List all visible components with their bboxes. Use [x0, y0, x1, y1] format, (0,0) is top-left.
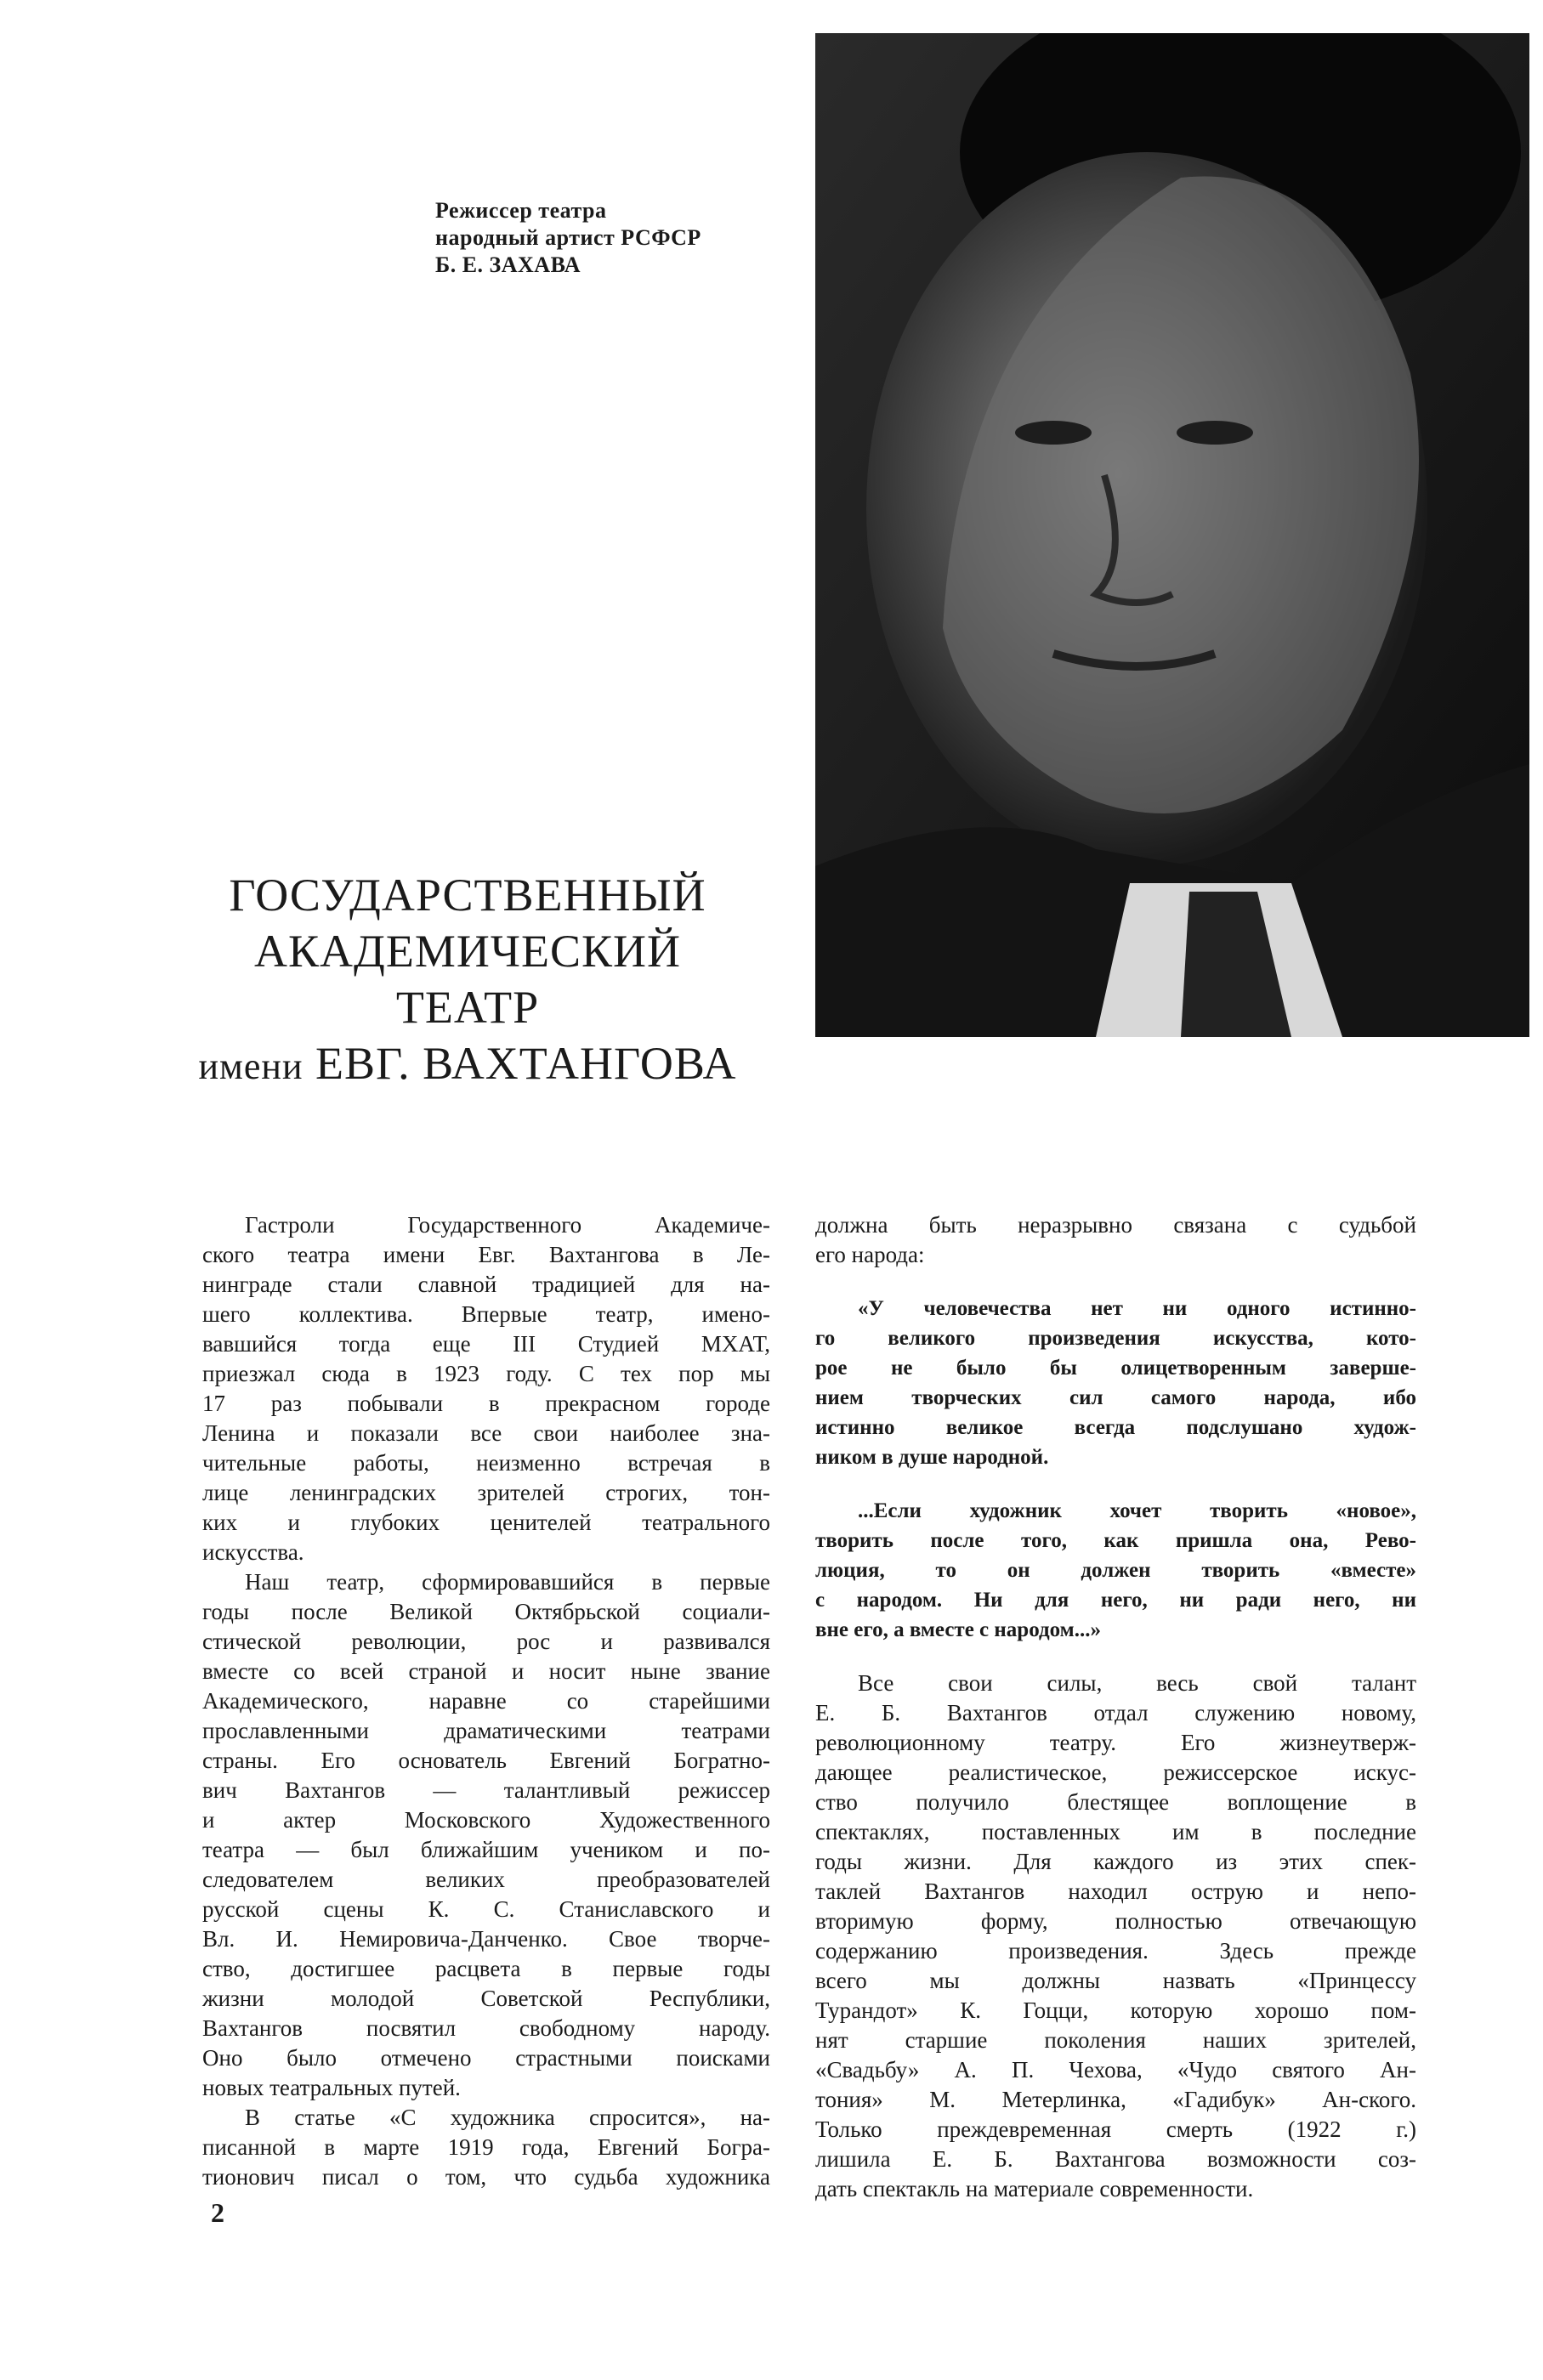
text-line: лице ленинградских зрителей строгих, тон-: [202, 1480, 770, 1505]
text-line: Наш театр, сформировавшийся в первые: [245, 1569, 770, 1595]
text-line: стической революции, рос и развивался: [202, 1629, 770, 1654]
paragraph: [202, 2103, 770, 2192]
paragraph: [815, 1210, 1416, 1270]
text-line: новых театральных путей.: [202, 2075, 461, 2100]
text-line: вне его, а вместе с народом...»: [815, 1618, 1101, 1641]
text-line: Ленина и показали все свои наиболее зна-: [202, 1420, 770, 1446]
article-title: [170, 867, 765, 1095]
text-line: вместе со всей страной и носит ныне звание: [202, 1658, 770, 1684]
page-number: 2: [211, 2197, 224, 2228]
quotation: [815, 1496, 1416, 1645]
title-line: ТЕАТР: [395, 982, 540, 1033]
paragraph: [815, 1669, 1416, 2204]
text-line: искусства.: [202, 1539, 304, 1565]
text-line: Только преждевременная смерть (1922 г.): [815, 2116, 1416, 2142]
title-line: [170, 1035, 765, 1095]
text-line: Вахтангов посвятил свободному народу.: [202, 2015, 770, 2041]
spacer: [815, 1270, 1416, 1294]
text-line: тионович писал о том, что судьба художника: [202, 2164, 770, 2190]
text-line: годы после Великой Октябрьской социали-: [202, 1599, 770, 1624]
paragraph: [202, 1567, 770, 2103]
text-line: ство, достигшее расцвета в первые годы: [202, 1956, 770, 1981]
text-line: истинно великое всегда подслушано худож-: [815, 1416, 1416, 1439]
text-line: дать спектакль на материале современности.: [815, 2176, 1254, 2202]
text-line: В статье «С художника спросится», на-: [245, 2105, 770, 2130]
right-text-column: [815, 1210, 1416, 2204]
title-prefix: имени: [198, 1046, 303, 1087]
caption-line: Режиссер театра: [435, 198, 607, 223]
text-line: ского театра имени Евг. Вахтангова в Ле-: [202, 1242, 770, 1267]
text-line: прославленными драматическими театрами: [202, 1718, 770, 1743]
text-line: вавшийся тогда еще III Студией МХАТ,: [202, 1331, 770, 1357]
paragraph: [202, 1210, 770, 1567]
text-line: с народом. Ни для него, ни ради него, ни: [815, 1589, 1416, 1612]
text-line: Все свои силы, весь свой талант: [858, 1670, 1416, 1696]
text-line: революционному театру. Его жизнеутверж-: [815, 1730, 1416, 1755]
text-line: Оно было отмечено страстными поисками: [202, 2045, 770, 2071]
text-line: рое не было бы олицетворенным заверше-: [815, 1357, 1416, 1380]
text-line: содержанию произведения. Здесь прежде: [815, 1938, 1416, 1964]
text-line: театра — был ближайшим учеником и по-: [202, 1837, 770, 1862]
text-line: нинграде стали славной традицией для на-: [202, 1272, 770, 1297]
text-line: дающее реалистическое, режиссерское искус-: [815, 1760, 1416, 1785]
quotation: [815, 1294, 1416, 1472]
title-line: ГОСУДАРСТВЕННЫЙ: [229, 870, 706, 921]
photo-caption: [435, 197, 701, 279]
caption-line: Б. Е. ЗАХАВА: [435, 252, 581, 277]
text-line: Вл. И. Немировича-Данченко. Свое творче-: [202, 1926, 770, 1952]
spacer: [815, 1472, 1416, 1496]
text-line: следователем великих преобразователей: [202, 1867, 770, 1892]
left-text-column: [202, 1210, 770, 2192]
text-line: тония» М. Метерлинка, «Гадибук» Ан-ского.: [815, 2087, 1416, 2112]
text-line: нием творческих сил самого народа, ибо: [815, 1386, 1416, 1409]
text-line: Турандот» К. Гоцци, которую хорошо пом-: [815, 1998, 1416, 2023]
text-line: «Свадьбу» А. П. Чехова, «Чудо святого Ан-: [815, 2057, 1416, 2082]
text-line: всего мы должны назвать «Принцессу: [815, 1968, 1416, 1993]
text-line: ...Если художник хочет творить «новое»,: [858, 1499, 1416, 1522]
text-line: вторимую форму, полностью отвечающую: [815, 1908, 1416, 1934]
text-line: «У человечества нет ни одного истинно-: [858, 1297, 1416, 1320]
text-line: таклей Вахтангов находил острую и непо-: [815, 1878, 1416, 1904]
text-line: Е. Б. Вахтангов отдал служению новому,: [815, 1700, 1416, 1726]
text-line: страны. Его основатель Евгений Богратно-: [202, 1748, 770, 1773]
text-line: 17 раз побывали в прекрасном городе: [202, 1391, 770, 1416]
text-line: люция, то он должен творить «вместе»: [815, 1559, 1416, 1582]
text-line: чительные работы, неизменно встречая в: [202, 1450, 770, 1476]
caption-line: народный артист РСФСР: [435, 225, 701, 250]
text-line: годы жизни. Для каждого из этих спек-: [815, 1849, 1416, 1874]
portrait-photo: [815, 33, 1529, 1037]
text-line: спектаклях, поставленных им в последние: [815, 1819, 1416, 1844]
text-line: вич Вахтангов — талантливый режиссер: [202, 1777, 770, 1803]
text-line: писанной в марте 1919 года, Евгений Богра-: [202, 2134, 770, 2160]
text-line: Гастроли Государственного Академиче-: [245, 1212, 770, 1238]
text-line: русской сцены К. С. Станиславского и: [202, 1896, 770, 1922]
text-line: творить после того, как пришла она, Рево-: [815, 1529, 1416, 1552]
text-line: должна быть неразрывно связана с судьбой: [815, 1212, 1416, 1238]
text-line: ство получило блестящее воплощение в: [815, 1789, 1416, 1815]
text-line: го великого произведения искусства, кото-: [815, 1327, 1416, 1350]
text-line: нят старшие поколения наших зрителей,: [815, 2027, 1416, 2053]
portrait-image: [815, 33, 1529, 1037]
text-line: ником в душе народной.: [815, 1446, 1049, 1469]
title-name: ЕВГ. ВАХТАНГОВА: [315, 1038, 737, 1089]
title-line: АКАДЕМИЧЕСКИЙ: [254, 926, 681, 977]
text-line: жизни молодой Советской Республики,: [202, 1986, 770, 2011]
text-line: приезжал сюда в 1923 году. С тех пор мы: [202, 1361, 770, 1386]
text-line: шего коллектива. Впервые театр, имено-: [202, 1301, 770, 1327]
text-line: лишила Е. Б. Вахтангова возможности соз-: [815, 2146, 1416, 2172]
text-line: его народа:: [815, 1242, 925, 1267]
text-line: ких и глубоких ценителей театрального: [202, 1510, 770, 1535]
text-line: и актер Московского Художественного: [202, 1807, 770, 1833]
text-line: Академического, наравне со старейшими: [202, 1688, 770, 1714]
spacer: [815, 1645, 1416, 1669]
